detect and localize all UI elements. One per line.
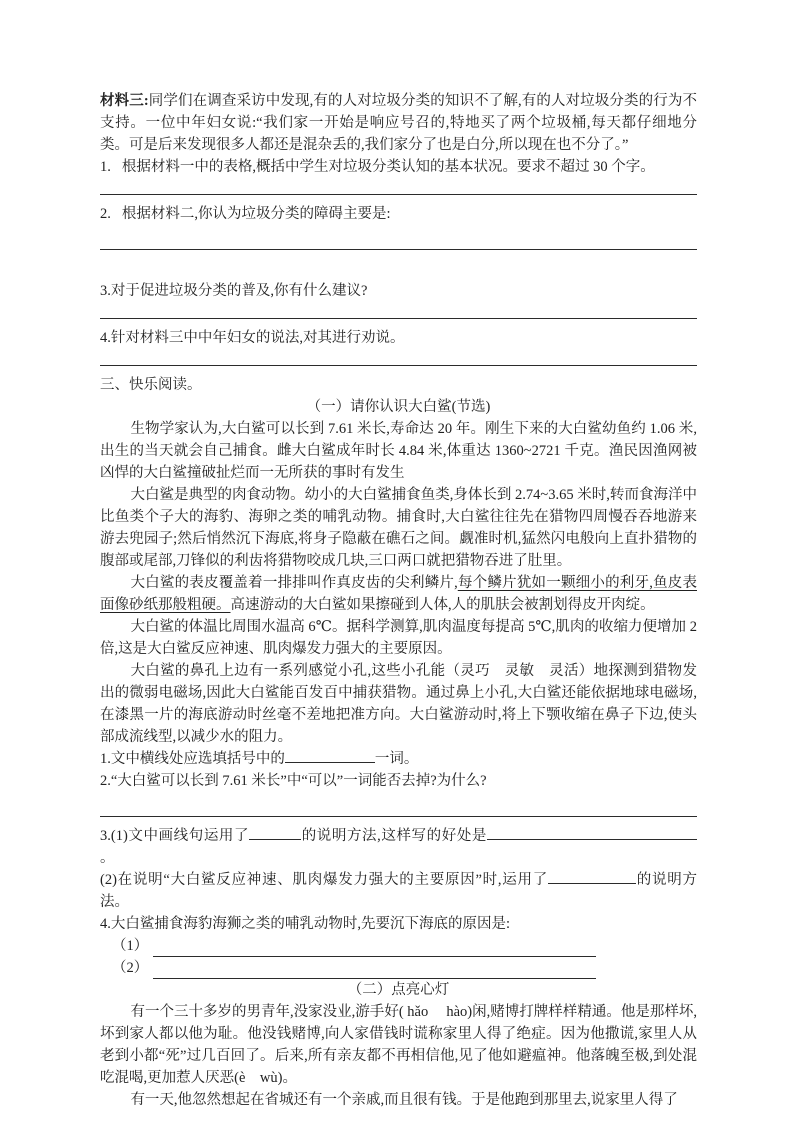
passage-1-paragraph-3-before: 大白鲨的表皮覆盖着一排排叫作真皮齿的尖利鳞片,: [130, 575, 458, 591]
section-title-reading: 三、快乐阅读。: [100, 377, 202, 393]
materials-question-1-number: 1.: [100, 159, 111, 175]
reading-question-3-1-text-c: 。: [100, 850, 115, 866]
reading-question-3-part-1: [100, 825, 697, 869]
materials-question-2: [100, 203, 697, 225]
reading-question-3-2-blank: [548, 869, 636, 884]
materials-question-3: [100, 280, 697, 302]
answer-line-reading-q4-item-1: [153, 938, 596, 957]
materials-question-4: [100, 327, 697, 349]
answer-line-materials-q2: [100, 249, 697, 250]
reading-question-1-blank: [285, 748, 375, 763]
answer-line-reading-q2: [100, 816, 697, 817]
reading-question-3-part-2: [100, 869, 697, 913]
passage-1-paragraph-5: 大白鲨的鼻孔上边有一系列感觉小孔,这些小孔能（灵巧 灵敏 灵活）地探测到猎物发出的微弱电磁场,因此大白鲨能百发百中捕获猎物。通过鼻上小孔,大白鲨还能依据地球电磁场,在漆黑一片的海底游动时丝毫不差地把准方向。大白鲨游动时,将上下颚收缩在鼻子下边,使头部成流线型,以减少水的阻力。: [100, 663, 697, 745]
reading-question-3-2-text-a: (2)在说明“大白鲨反应神速、肌肉爆发力强大的主要原因”时,运用了: [100, 872, 549, 888]
passage-1-title: （一）请你认识大白鲨(节选): [306, 399, 491, 415]
answer-line-materials-q1: [100, 194, 697, 195]
material-3-label: 材料三:: [100, 93, 149, 109]
answer-line-materials-q3: [100, 318, 697, 319]
reading-question-1-before: 1.文中横线处应选填括号中的: [100, 751, 285, 767]
passage-2-paragraph-1: 有一个三十多岁的男青年,没家没业,游手好( hǎo hào)闲,赌博打牌样样精通。他是那样坏,坏到家人都以他为耻。他没钱赌博,向人家借钱时谎称家里人得了绝症。因为他撒谎,家里人从老到小都“死”过几百回了。后来,所有亲友都不再相信他,见了他如避瘟神。他落魄至极,到处混吃混喝,更加惹人厌恶(è wù)。: [100, 1004, 697, 1086]
material-3-text: 同学们在调查采访中发现,有的人对垃圾分类的知识不了解,有的人对垃圾分类的行为不支持。一位中年妇女说:“我们家一开始是响应号召的,特地买了两个垃圾桶,每天都仔细地分类。可是后来发现很多人都还是混杂丢的,我们家分了也是白分,所以现在也不分了。”: [100, 93, 697, 153]
materials-question-3-text: 3.对于促进垃圾分类的普及,你有什么建议?: [100, 283, 368, 299]
passage-2-paragraph-2: 有一天,他忽然想起在省城还有一个亲戚,而且很有钱。于是他跑到那里去,说家里人得了: [130, 1092, 678, 1108]
reading-question-4-item-2: [100, 957, 697, 979]
reading-question-3-1-text-a: 3.(1)文中画线句运用了: [100, 828, 250, 844]
passage-2-title: （二）点亮心灯: [347, 982, 450, 998]
materials-question-1-text: 根据材料一中的表格,概括中学生对垃圾分类认知的基本状况。要求不超过 30 个字。: [121, 159, 655, 175]
passage-1-paragraph-1: 生物学家认为,大白鲨可以长到 7.61 米长,寿命达 20 年。刚生下来的大白鲨幼鱼约 1.06 米,出生的当天就会自己捕食。雌大白鲨成年时长 4.84 米,体重达 1360~2721 千克。渔民因渔网被凶悍的大白鲨撞破扯烂而一无所获的事时有发生: [100, 421, 697, 481]
reading-question-3-1-blank-b: [487, 825, 697, 840]
reading-question-4-item-1-label: （1）: [112, 938, 149, 954]
answer-line-reading-q4-item-2: [153, 960, 596, 979]
reading-question-2: 2.“大白鲨可以长到 7.61 米长”中“可以”一词能否去掉?为什么?: [100, 773, 487, 789]
reading-question-4: 4.大白鲨捕食海豹海狮之类的哺乳动物时,先要沉下海底的原因是:: [100, 916, 511, 932]
reading-question-1: [100, 748, 697, 770]
reading-question-3-1-blank-a: [249, 825, 301, 840]
passage-1-paragraph-4: 大白鲨的体温比周围水温高 6℃。据科学测算,肌肉温度每提高 5℃,肌肉的收缩力便增加 2 倍,这是大白鲨反应神速、肌肉爆发力强大的主要原因。: [100, 619, 697, 657]
reading-question-3-2-text-b: 的说明方法。: [100, 872, 697, 910]
passage-1-paragraph-3: [100, 572, 697, 616]
materials-question-4-text: 4.针对材料三中中年妇女的说法,对其进行劝说。: [100, 330, 405, 346]
answer-line-materials-q4: [100, 365, 697, 366]
passage-1-paragraph-3-underlined-sentence: 每个鳞片犹如一颗细小的利牙,鱼皮表面像砂纸那般粗硬。: [100, 575, 697, 613]
materials-question-2-text: 根据材料二,你认为垃圾分类的障碍主要是:: [121, 206, 391, 222]
reading-question-3-1-text-b: 的说明方法,这样写的好处是: [301, 828, 487, 844]
reading-question-1-after: 一词。: [374, 751, 419, 767]
material-3-paragraph: [100, 90, 697, 156]
passage-1-paragraph-3-after: 高速游动的大白鲨如果擦碰到人体,人的肌肤会被割划得皮开肉绽。: [230, 597, 655, 613]
reading-question-4-item-2-label: （2）: [112, 960, 149, 976]
materials-question-1: [100, 156, 697, 178]
materials-question-2-number: 2.: [100, 206, 111, 222]
reading-question-4-item-1: [100, 935, 697, 957]
passage-1-paragraph-2: 大白鲨是典型的肉食动物。幼小的大白鲨捕食鱼类,身体长到 2.74~3.65 米时,转而食海洋中比鱼类个子大的海豹、海卵之类的哺乳动物。捕食时,大白鲨往往先在猎物四周慢吞吞地游来游去兜园子;然后悄然沉下海底,将身子隐蔽在礁石之间。觑准时机,猛然闪电般向上直扑猎物的腹部或尾部,刀锋似的利齿将猎物咬成几块,三口两口就把猎物吞进了肚里。: [100, 487, 697, 569]
